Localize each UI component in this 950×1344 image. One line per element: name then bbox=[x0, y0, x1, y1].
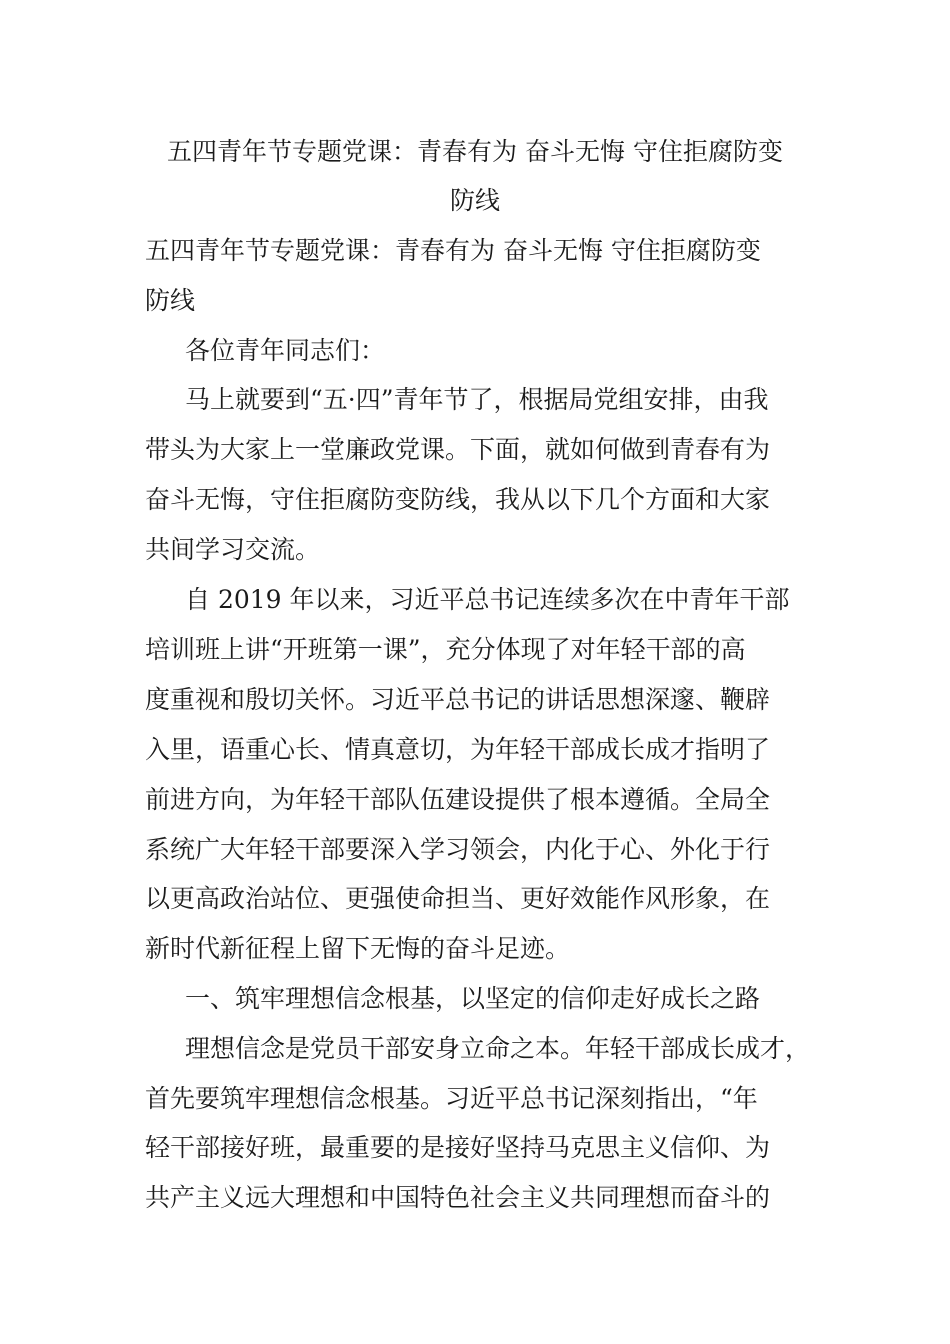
body-heading-line-2: 防线 bbox=[145, 286, 196, 315]
paragraph-2-line-3: 度重视和殷切关怀。习近平总书记的讲话思想深邃、鞭辟 bbox=[145, 685, 771, 714]
paragraph-2-line-5: 前进方向，为年轻干部队伍建设提供了根本遵循。全局全 bbox=[145, 785, 771, 814]
salutation: 各位青年同志们： bbox=[185, 336, 386, 365]
paragraph-3-line-1: 理想信念是党员干部安身立命之本。年轻干部成长成才， bbox=[185, 1034, 811, 1063]
document-title-line-1: 五四青年节专题党课：青春有为 奋斗无悔 守住拒腐防变 bbox=[167, 137, 783, 166]
paragraph-3-line-2: 首先要筑牢理想信念根基。习近平总书记深刻指出，“年 bbox=[145, 1084, 758, 1113]
paragraph-1-line-1: 马上就要到“五·四”青年节了，根据局党组安排，由我 bbox=[185, 385, 769, 414]
document-title-line-2: 防线 bbox=[449, 186, 500, 215]
paragraph-2-line-1: 自 2019 年以来，习近平总书记连续多次在中青年干部 bbox=[185, 585, 790, 614]
paragraph-2-line-8: 新时代新征程上留下无悔的奋斗足迹。 bbox=[145, 934, 571, 963]
paragraph-2-line-6: 系统广大年轻干部要深入学习领会，内化于心、外化于行 bbox=[145, 835, 771, 864]
section-heading-1: 一、筑牢理想信念根基，以坚定的信仰走好成长之路 bbox=[185, 984, 761, 1013]
paragraph-1-line-4: 共间学习交流。 bbox=[145, 535, 321, 564]
body-heading-line-1: 五四青年节专题党课：青春有为 奋斗无悔 守住拒腐防变 bbox=[145, 236, 761, 265]
paragraph-2-line-2: 培训班上讲“开班第一课”，充分体现了对年轻干部的高 bbox=[145, 635, 746, 664]
paragraph-2-line-4: 入里，语重心长、情真意切，为年轻干部成长成才指明了 bbox=[145, 735, 771, 764]
paragraph-1-line-3: 奋斗无悔，守住拒腐防变防线，我从以下几个方面和大家 bbox=[145, 485, 771, 514]
paragraph-3-line-3: 轻干部接好班，最重要的是接好坚持马克思主义信仰、为 bbox=[145, 1133, 771, 1162]
paragraph-2-line-7: 以更高政治站位、更强使命担当、更好效能作风形象，在 bbox=[145, 884, 771, 913]
paragraph-1-line-2: 带头为大家上一堂廉政党课。下面，就如何做到青春有为 bbox=[145, 435, 771, 464]
paragraph-3-line-4: 共产主义远大理想和中国特色社会主义共同理想而奋斗的 bbox=[145, 1183, 771, 1212]
